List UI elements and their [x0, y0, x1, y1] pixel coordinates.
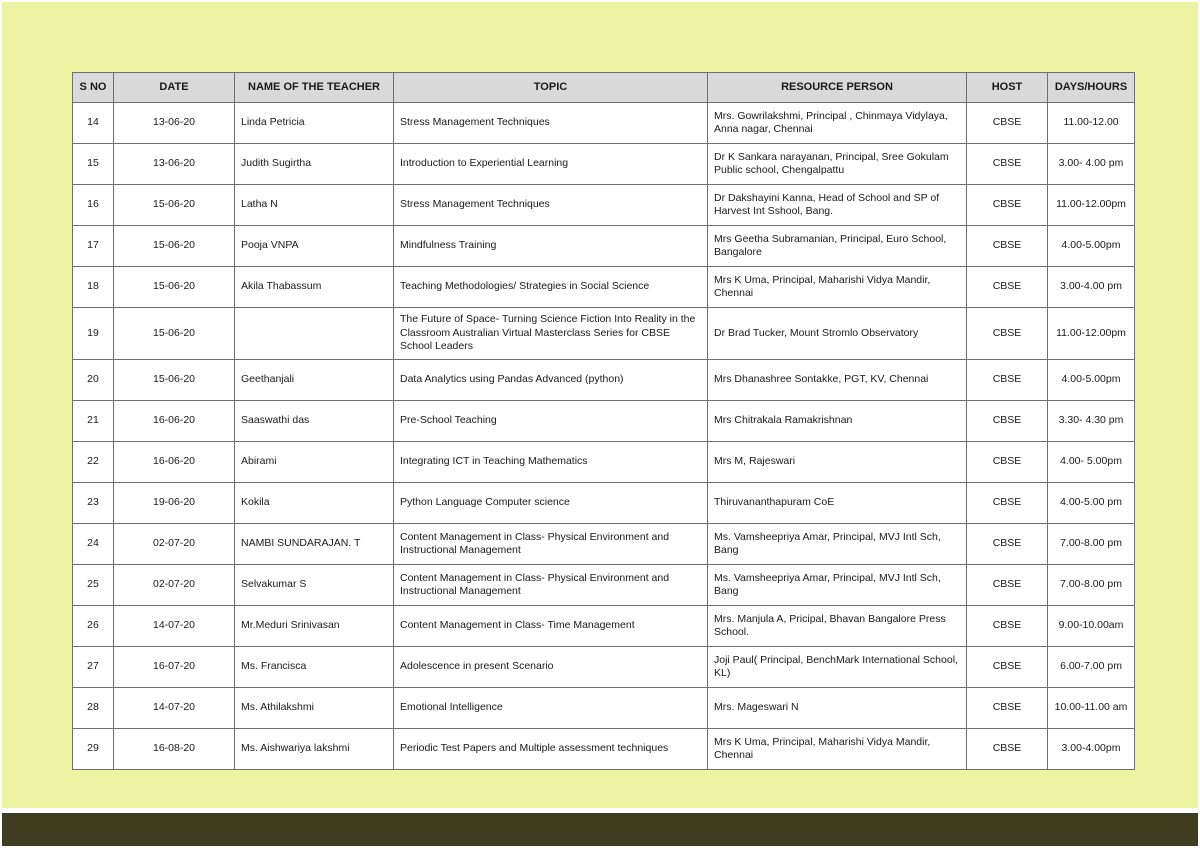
hours-cell: 7.00-8.00 pm — [1048, 524, 1135, 565]
teacher-cell: Linda Petricia — [235, 103, 394, 144]
date-cell: 15-06-20 — [114, 226, 235, 267]
date-cell: 14-07-20 — [114, 688, 235, 729]
resource-person-cell: Mrs K Uma, Principal, Maharishi Vidya Mandir, Chennai — [708, 729, 967, 770]
table-row — [73, 185, 1135, 226]
date-cell: 16-08-20 — [114, 729, 235, 770]
host-cell: CBSE — [967, 647, 1048, 688]
hours-cell: 11.00-12.00pm — [1048, 185, 1135, 226]
table-row — [73, 688, 1135, 729]
resource-person-cell: Mrs Chitrakala Ramakrishnan — [708, 401, 967, 442]
topic-cell: The Future of Space- Turning Science Fiction Into Reality in the Classroom Australian Virtual Masterclass Series for CBSE School Leaders — [394, 308, 708, 360]
teacher-cell: Judith Sugirtha — [235, 144, 394, 185]
host-cell: CBSE — [967, 308, 1048, 360]
host-cell: CBSE — [967, 144, 1048, 185]
date-cell: 15-06-20 — [114, 267, 235, 308]
hours-cell: 6.00-7.00 pm — [1048, 647, 1135, 688]
hours-cell: 11.00-12.00pm — [1048, 308, 1135, 360]
sno-cell: 20 — [73, 360, 114, 401]
topic-cell: Content Management in Class- Physical Environment and Instructional Management — [394, 524, 708, 565]
host-cell: CBSE — [967, 442, 1048, 483]
sno-cell: 29 — [73, 729, 114, 770]
table-row — [73, 360, 1135, 401]
topic-cell: Introduction to Experiential Learning — [394, 144, 708, 185]
table-row — [73, 308, 1135, 360]
host-cell: CBSE — [967, 565, 1048, 606]
table-header-row — [73, 73, 1135, 103]
topic-cell: Emotional Intelligence — [394, 688, 708, 729]
resource-person-cell: Dr K Sankara narayanan, Principal, Sree Gokulam Public school, Chengalpattu — [708, 144, 967, 185]
table-row — [73, 267, 1135, 308]
topic-cell: Data Analytics using Pandas Advanced (python) — [394, 360, 708, 401]
sno-cell: 16 — [73, 185, 114, 226]
teacher-cell: Akila Thabassum — [235, 267, 394, 308]
host-cell: CBSE — [967, 688, 1048, 729]
sno-cell: 17 — [73, 226, 114, 267]
hours-cell: 10.00-11.00 am — [1048, 688, 1135, 729]
hours-cell: 4.00-5.00pm — [1048, 360, 1135, 401]
date-cell: 16-06-20 — [114, 401, 235, 442]
header-days-hours: DAYS/HOURS — [1048, 73, 1135, 103]
sno-cell: 15 — [73, 144, 114, 185]
hours-cell: 7.00-8.00 pm — [1048, 565, 1135, 606]
teacher-cell: Kokila — [235, 483, 394, 524]
topic-cell: Periodic Test Papers and Multiple assessment techniques — [394, 729, 708, 770]
date-cell: 16-06-20 — [114, 442, 235, 483]
hours-cell: 3.00- 4.00 pm — [1048, 144, 1135, 185]
header-sno: S NO — [73, 73, 114, 103]
resource-person-cell: Mrs K Uma, Principal, Maharishi Vidya Mandir, Chennai — [708, 267, 967, 308]
host-cell: CBSE — [967, 606, 1048, 647]
header-host: HOST — [967, 73, 1048, 103]
resource-person-cell: Mrs. Mageswari N — [708, 688, 967, 729]
date-cell: 13-06-20 — [114, 103, 235, 144]
header-teacher: NAME OF THE TEACHER — [235, 73, 394, 103]
teacher-cell: Abirami — [235, 442, 394, 483]
teacher-cell: Ms. Athilakshmi — [235, 688, 394, 729]
table-row — [73, 144, 1135, 185]
teacher-cell: Saaswathi das — [235, 401, 394, 442]
sno-cell: 22 — [73, 442, 114, 483]
resource-person-cell: Mrs Dhanashree Sontakke, PGT, KV, Chennai — [708, 360, 967, 401]
table-row — [73, 565, 1135, 606]
hours-cell: 11.00-12.00 — [1048, 103, 1135, 144]
topic-cell: Adolescence in present Scenario — [394, 647, 708, 688]
resource-person-cell: Mrs. Gowrilakshmi, Principal , Chinmaya Vidylaya, Anna nagar, Chennai — [708, 103, 967, 144]
teacher-cell: Latha N — [235, 185, 394, 226]
header-date: DATE — [114, 73, 235, 103]
date-cell: 13-06-20 — [114, 144, 235, 185]
table-row — [73, 442, 1135, 483]
date-cell: 15-06-20 — [114, 308, 235, 360]
host-cell: CBSE — [967, 360, 1048, 401]
teacher-cell: Ms. Aishwariya lakshmi — [235, 729, 394, 770]
resource-person-cell: Mrs Geetha Subramanian, Principal, Euro School, Bangalore — [708, 226, 967, 267]
resource-person-cell: Dr Dakshayini Kanna, Head of School and SP of Harvest Int Sshool, Bang. — [708, 185, 967, 226]
hours-cell: 3.00-4.00pm — [1048, 729, 1135, 770]
topic-cell: Integrating ICT in Teaching Mathematics — [394, 442, 708, 483]
hours-cell: 9.00-10.00am — [1048, 606, 1135, 647]
host-cell: CBSE — [967, 401, 1048, 442]
resource-person-cell: Mrs M, Rajeswari — [708, 442, 967, 483]
table-row — [73, 729, 1135, 770]
table-row — [73, 606, 1135, 647]
date-cell: 02-07-20 — [114, 565, 235, 606]
resource-person-cell: Ms. Vamsheepriya Amar, Principal, MVJ Intl Sch, Bang — [708, 524, 967, 565]
sno-cell: 27 — [73, 647, 114, 688]
host-cell: CBSE — [967, 226, 1048, 267]
sno-cell: 23 — [73, 483, 114, 524]
resource-person-cell: Ms. Vamsheepriya Amar, Principal, MVJ Intl Sch, Bang — [708, 565, 967, 606]
table-row — [73, 226, 1135, 267]
hours-cell: 4.00-5.00pm — [1048, 226, 1135, 267]
sno-cell: 19 — [73, 308, 114, 360]
date-cell: 16-07-20 — [114, 647, 235, 688]
table-row — [73, 401, 1135, 442]
teacher-cell: Pooja VNPA — [235, 226, 394, 267]
hours-cell: 4.00-5.00 pm — [1048, 483, 1135, 524]
resource-person-cell: Thiruvananthapuram CoE — [708, 483, 967, 524]
sno-cell: 28 — [73, 688, 114, 729]
resource-person-cell: Mrs. Manjula A, Pricipal, Bhavan Bangalore Press School. — [708, 606, 967, 647]
resource-person-cell: Joji Paul( Principal, BenchMark International School, KL) — [708, 647, 967, 688]
table-row — [73, 103, 1135, 144]
topic-cell: Stress Management Techniques — [394, 103, 708, 144]
topic-cell: Python Language Computer science — [394, 483, 708, 524]
topic-cell: Mindfulness Training — [394, 226, 708, 267]
date-cell: 19-06-20 — [114, 483, 235, 524]
sno-cell: 18 — [73, 267, 114, 308]
sno-cell: 26 — [73, 606, 114, 647]
training-schedule-table — [72, 72, 1135, 770]
sno-cell: 21 — [73, 401, 114, 442]
teacher-cell: Geethanjali — [235, 360, 394, 401]
table-row — [73, 483, 1135, 524]
host-cell: CBSE — [967, 103, 1048, 144]
topic-cell: Pre-School Teaching — [394, 401, 708, 442]
date-cell: 02-07-20 — [114, 524, 235, 565]
topic-cell: Content Management in Class- Physical Environment and Instructional Management — [394, 565, 708, 606]
footer-band — [2, 813, 1198, 846]
teacher-cell: Ms. Francisca — [235, 647, 394, 688]
host-cell: CBSE — [967, 185, 1048, 226]
teacher-cell: Mr.Meduri Srinivasan — [235, 606, 394, 647]
sno-cell: 25 — [73, 565, 114, 606]
date-cell: 15-06-20 — [114, 360, 235, 401]
header-resource-person: RESOURCE PERSON — [708, 73, 967, 103]
header-topic: TOPIC — [394, 73, 708, 103]
hours-cell: 3.30- 4.30 pm — [1048, 401, 1135, 442]
topic-cell: Stress Management Techniques — [394, 185, 708, 226]
host-cell: CBSE — [967, 483, 1048, 524]
date-cell: 14-07-20 — [114, 606, 235, 647]
topic-cell: Content Management in Class- Time Management — [394, 606, 708, 647]
sno-cell: 24 — [73, 524, 114, 565]
hours-cell: 3.00-4.00 pm — [1048, 267, 1135, 308]
table-row — [73, 524, 1135, 565]
topic-cell: Teaching Methodologies/ Strategies in Social Science — [394, 267, 708, 308]
hours-cell: 4.00- 5.00pm — [1048, 442, 1135, 483]
teacher-cell: NAMBI SUNDARAJAN. T — [235, 524, 394, 565]
host-cell: CBSE — [967, 729, 1048, 770]
host-cell: CBSE — [967, 524, 1048, 565]
teacher-cell — [235, 308, 394, 360]
host-cell: CBSE — [967, 267, 1048, 308]
resource-person-cell: Dr Brad Tucker, Mount Stromlo Observatory — [708, 308, 967, 360]
teacher-cell: Selvakumar S — [235, 565, 394, 606]
date-cell: 15-06-20 — [114, 185, 235, 226]
table-row — [73, 647, 1135, 688]
sno-cell: 14 — [73, 103, 114, 144]
